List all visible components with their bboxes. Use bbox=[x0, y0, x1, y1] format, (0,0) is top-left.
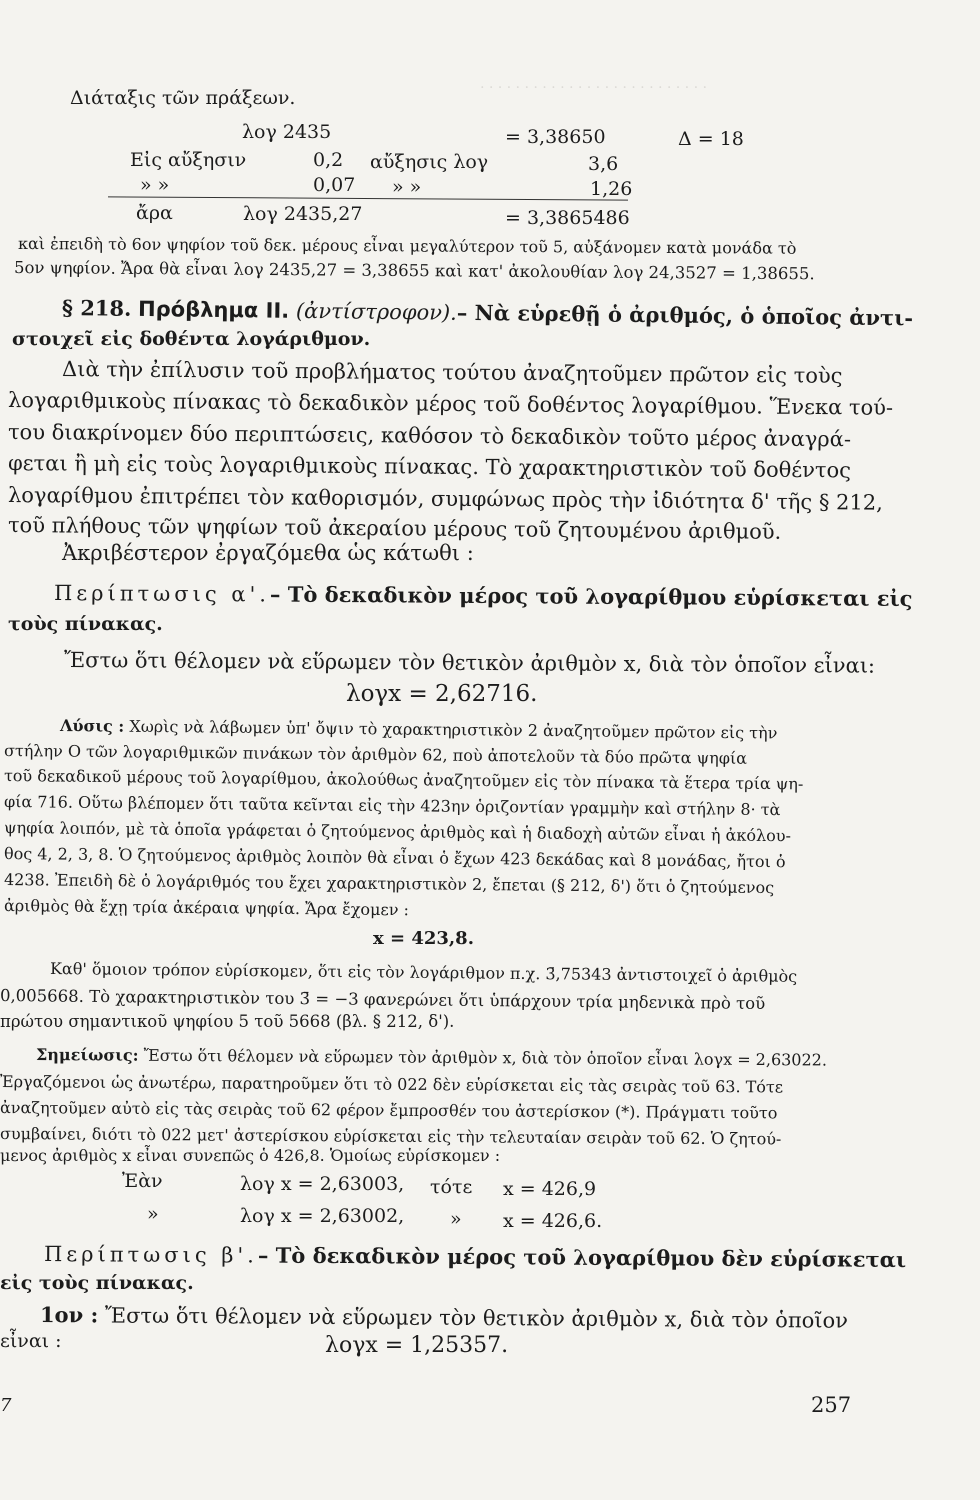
calc-row2-d: 3,6 bbox=[588, 153, 619, 175]
case-a-label: Περίπτωσις α'. bbox=[53, 581, 271, 607]
note-line: συμβαίνει, διότι τὸ 022 μετ' ἀστερίσκου εὑρίσκεται εἰς τὴν τελευταίαν σειρὰν τοῦ 62. Ὁ ζητού- bbox=[0, 1124, 782, 1149]
intro-line: φεται ἢ μὴ εἰς τοὺς λογαριθμικοὺς πίνακας. Τὸ χαρακτηριστικὸν τοῦ δοθέντος bbox=[7, 451, 852, 483]
section-heading bbox=[62, 295, 913, 330]
section-name: Πρόβλημα ΙΙ. bbox=[137, 296, 290, 323]
bleed-through-text: · · · · · · · · · · · · · · · · · · · · · · · · · · bbox=[480, 80, 707, 96]
calc-heading: Διάταξις τῶν πράξεων. bbox=[70, 87, 296, 109]
calc-row2-a: Εἰς αὔξησιν bbox=[130, 149, 247, 171]
solution-text: Χωρὶς νὰ λάβωμεν ὑπ' ὄψιν τὸ χαρακτηριστικὸν 2 ἀναζητοῦμεν πρῶτον εἰς τὴν bbox=[129, 716, 778, 743]
solution-line: θος 4, 2, 3, 8. Ὁ ζητούμενος ἀριθμὸς λοιπὸν θὰ εἶναι ὁ ἔχων 423 δεκάδας καὶ 8 μονάδας, ἤτοι ὁ bbox=[3, 844, 786, 872]
note-example2-if: » bbox=[147, 1203, 159, 1225]
note-example2-log: λογ x = 2,63002, bbox=[240, 1205, 405, 1227]
note-line: μενος ἀριθμὸς x εἶναι συνεπῶς ὁ 426,8. Ὁμοίως εὑρίσκομεν : bbox=[0, 1146, 501, 1165]
intro-line: λογαριθμικοὺς πίνακας τὸ δεκαδικὸν μέρος τοῦ δοθέντος λογαρίθμου. Ἕνεκα τού- bbox=[7, 388, 894, 420]
calc-row3-b: 0,07 bbox=[313, 174, 356, 196]
solution-result: x = 423,8. bbox=[373, 928, 474, 949]
calc-row4-c: = 3,3865486 bbox=[505, 207, 630, 229]
section-number: § 218. bbox=[61, 295, 132, 321]
calc-row2-b: 0,2 bbox=[313, 149, 344, 171]
solution-line: τοῦ δεκαδικοῦ μέρους τοῦ λογαρίθμου, ἀκολούθως ἀναζητοῦμεν εἰς τὸν πίνακα τὰ ἕτερα τρία ψη- bbox=[3, 766, 804, 794]
calc-row1-a: λογ 2435 bbox=[242, 121, 332, 143]
note-example1-log: λογ x = 2,63003, bbox=[240, 1173, 405, 1195]
solution-line1 bbox=[60, 716, 778, 743]
solution-label: Λύσις : bbox=[59, 716, 125, 736]
section-paren: (ἀντίστροφον). bbox=[295, 298, 457, 325]
note-example1-then: τότε bbox=[430, 1176, 473, 1198]
similar-line: πρώτου σημαντικοῦ ψηφίου 5 τοῦ 5668 (βλ. § 212, δ'). bbox=[0, 1012, 455, 1031]
case-b-first-label: 1ον : bbox=[39, 1302, 99, 1328]
similar-line: 0,005668. Τὸ χαρακτηριστικὸν του 3̄ = −3 φανερώνει ὅτι ὑπάρχουν τρία μηδενικὰ πρὸ τοῦ bbox=[0, 986, 766, 1014]
note-example2-then: » bbox=[450, 1208, 462, 1230]
case-a-formula: λογx = 2,62716. bbox=[346, 681, 538, 707]
case-b-title-line2: εἰς τοὺς πίνακας. bbox=[0, 1272, 194, 1294]
case-b-first-text: Ἔστω ὅτι θέλομεν νὰ εὕρωμεν τὸν θετικὸν ἀριθμὸν x, διὰ τὸν ὁποῖον bbox=[104, 1303, 849, 1333]
solution-line: ἀριθμὸς θὰ ἔχῃ τρία ἀκέραια ψηφία. Ἄρα ἔχομεν : bbox=[3, 896, 410, 920]
case-a-title: – Τὸ δεκαδικὸν μέρος τοῦ λογαρίθμου εὑρίσκεται εἰς bbox=[269, 581, 913, 611]
case-b-first-line bbox=[40, 1302, 848, 1333]
case-b-heading bbox=[44, 1241, 906, 1272]
solution-line: 4238. Ἐπειδὴ δὲ ὁ λογάριθμός του ἔχει χαρακτηριστικὸν 2, ἔπεται (§ 212, δ') ὅτι ὁ ζητούμενος bbox=[3, 870, 775, 898]
intro-line: Ἀκριβέστερον ἐργαζόμεθα ὡς κάτωθι : bbox=[62, 541, 474, 565]
solution-line: φία 716. Οὕτω βλέπομεν ὅτι ταῦτα κεῖνται εἰς τὴν 423ην ὁριζοντίαν γραμμὴν καὶ στήλην 8· τὰ bbox=[3, 792, 781, 820]
note-line: Ἐργαζόμενοι ὡς ἀνωτέρω, παρατηροῦμεν ὅτι τὸ 022 δὲν εὑρίσκεται εἰς τὰς σειρὰς τοῦ 63. Τότε bbox=[0, 1072, 784, 1097]
note-example1-if: Ἐὰν bbox=[122, 1170, 163, 1192]
margin-number: 7 bbox=[0, 1395, 12, 1416]
note-label: Σημείωσις: bbox=[35, 1045, 139, 1065]
calc-row3-c: » » bbox=[392, 176, 422, 198]
note-line: ἀναζητοῦμεν αὐτὸ εἰς τὰς σειρὰς τοῦ 62 φέρον ἔμπροσθέν του ἀστερίσκον (*). Πράγματι τοῦτο bbox=[0, 1098, 778, 1123]
case-b-formula: λογx = 1,25357. bbox=[325, 1333, 509, 1358]
solution-line: στήλην Ο τῶν λογαριθμικῶν πινάκων τὸν ἀριθμὸν 62, ποὺ ἀποτελοῦν τὰ δύο πρῶτα ψηφία bbox=[3, 741, 748, 768]
case-b-title: – Τὸ δεκαδικὸν μέρος τοῦ λογαρίθμου δὲν εὑρίσκεται bbox=[257, 1242, 907, 1273]
calc-row2-c: αὔξησις λογ bbox=[370, 151, 489, 173]
case-a-statement: Ἔστω ὅτι θέλομεν νὰ εὕρωμεν τὸν θετικὸν ἀριθμὸν x, διὰ τὸν ὁποῖον εἶναι: bbox=[63, 648, 876, 678]
calc-row1-b: = 3,38650 bbox=[505, 126, 606, 148]
intro-line: Διὰ τὴν ἐπίλυσιν τοῦ προβλήματος τούτου ἀναζητοῦμεν πρῶτον εἰς τοὺς bbox=[61, 357, 843, 388]
calc-paragraph-line1: καὶ ἐπειδὴ τὸ 6ον ψηφίον τοῦ δεκ. μέρους εἶναι μεγαλύτερον τοῦ 5, αὐξάνομεν κατὰ μονάδα τὸ bbox=[17, 234, 797, 258]
calc-row4-b: λογ 2435,27 bbox=[243, 203, 363, 225]
calc-row4-a: ἄρα bbox=[136, 202, 173, 224]
calc-sum-rule bbox=[108, 196, 628, 200]
note-line1 bbox=[36, 1045, 827, 1070]
intro-line: τοῦ πλήθους τῶν ψηφίων τοῦ ἀκεραίου μέρους τοῦ ζητουμένου ἀριθμοῦ. bbox=[7, 513, 782, 544]
case-a-title-line2: τοὺς πίνακας. bbox=[8, 613, 163, 635]
calc-row3-d: 1,26 bbox=[590, 178, 633, 200]
note-text: Ἔστω ὅτι θέλομεν νὰ εὕρωμεν τὸν ἀριθμὸν x, διὰ τὸν ὁποῖον εἶναι λογx = 2,63022. bbox=[143, 1045, 828, 1070]
calc-paragraph-line2: 5ον ψηφίον. Ἄρα θὰ εἶναι λογ 2435,27 = 3,38655 καὶ κατ' ἀκολουθίαν λογ 24,3527 = 1,38655. bbox=[13, 258, 815, 284]
section-title-line2: στοιχεῖ εἰς δοθέντα λογάριθμον. bbox=[12, 328, 371, 350]
section-title: – Νὰ εὑρεθῇ ὁ ἀριθμός, ὁ ὁποῖος ἀντι- bbox=[456, 299, 914, 331]
solution-line: ψηφία λοιπόν, μὲ τὰ ὁποῖα γράφεται ὁ ζητούμενος ἀριθμὸς καὶ ἡ διαδοχὴ αὐτῶν εἶναι ἡ ἀκόλου- bbox=[3, 818, 792, 846]
case-b-first-line2: εἶναι : bbox=[0, 1330, 62, 1352]
page-number: 257 bbox=[811, 1393, 852, 1417]
calc-row3-a: » » bbox=[140, 174, 170, 196]
case-b-label: Περίπτωσις β'. bbox=[43, 1242, 258, 1268]
intro-line: του διακρίνομεν δύο περιπτώσεις, καθόσον τὸ δεκαδικὸν τοῦτο μέρος ἀναγρά- bbox=[7, 420, 852, 452]
similar-line: Καθ' ὅμοιον τρόπον εὑρίσκομεν, ὅτι εἰς τὸν λογάριθμον π.χ. 3̄,75343 ἀντιστοιχεῖ ὁ ἀριθμὸς bbox=[49, 959, 798, 986]
calc-row1-c: Δ = 18 bbox=[678, 128, 744, 150]
intro-line: λογαρίθμου ἐπιτρέπει τὸν καθορισμόν, συμφώνως πρὸς τὴν ἰδιότητα δ' τῆς § 212, bbox=[7, 483, 883, 515]
case-a-heading bbox=[54, 580, 913, 611]
note-example2-x: x = 426,6. bbox=[503, 1210, 603, 1232]
note-example1-x: x = 426,9 bbox=[503, 1178, 597, 1200]
